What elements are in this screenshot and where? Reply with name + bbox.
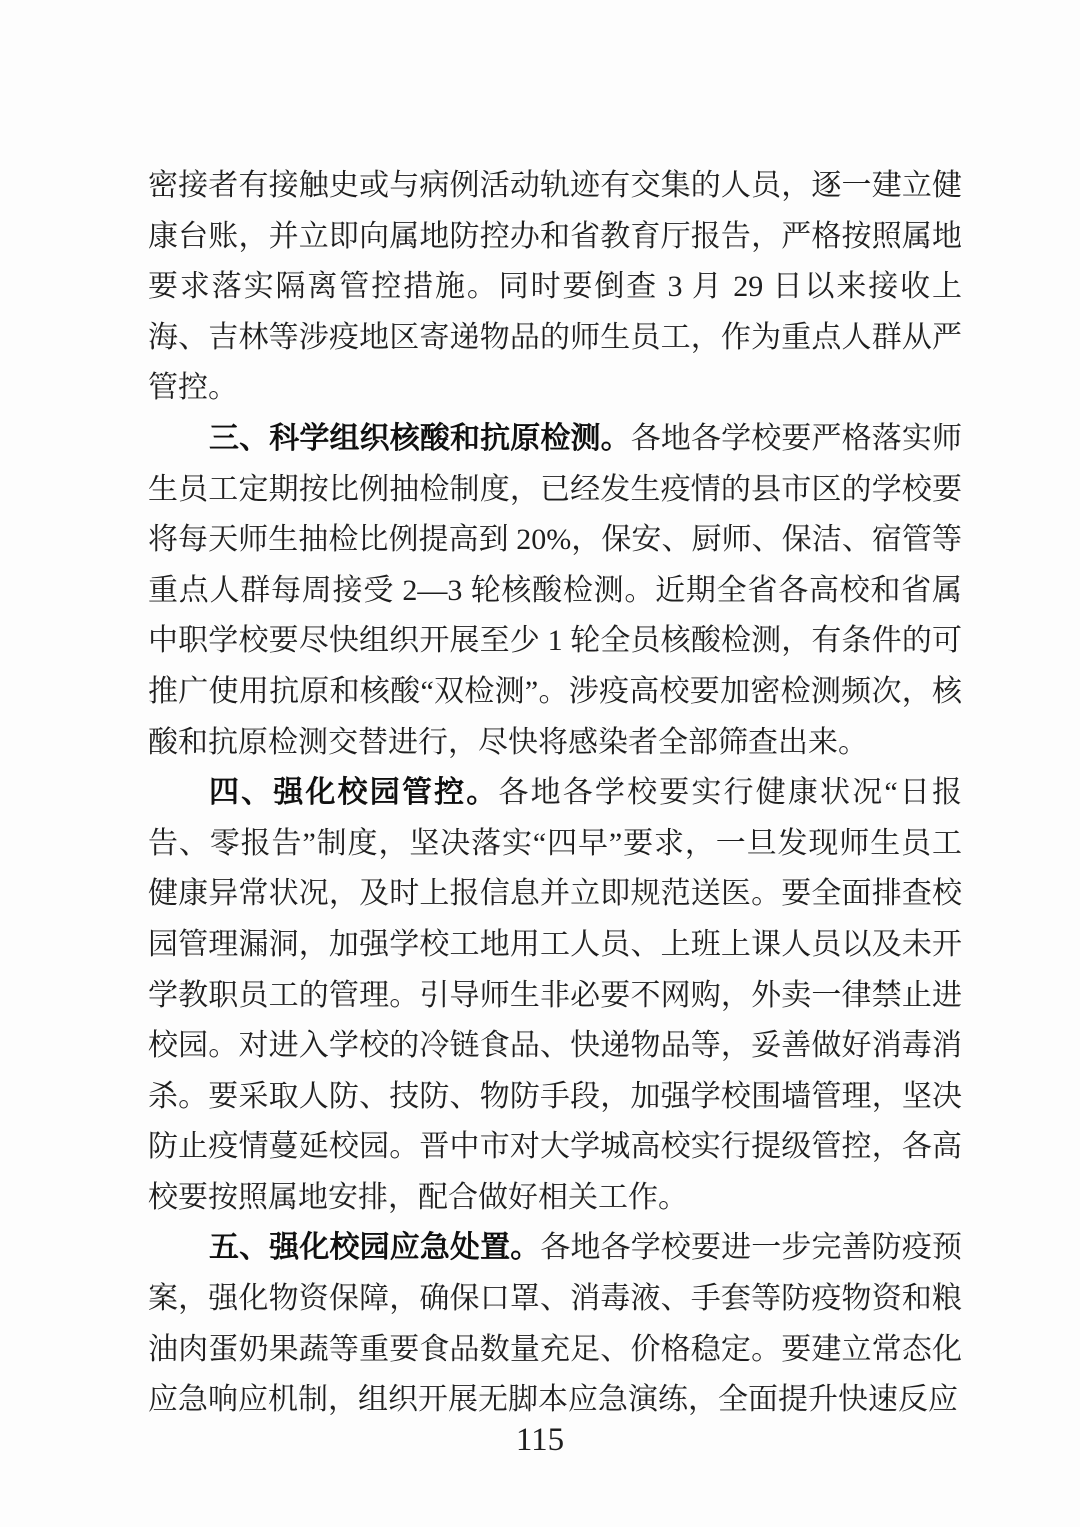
paragraph-body: 各地各学校要实行健康状况“日报告、零报告”制度，坚决落实“四早”要求，一旦发现师生员工健康异常状况，及时上报信息并立即规范送医。要全面排查校园管理漏洞，加强学校工地用工人员、上班上课人员以及未开学教职员工的管理。引导师生非必要不网购，外卖一律禁止进校园。对进入学校的冷链食品、快递物品等，妥善做好消毒消杀。要采取人防、技防、物防手段，加强学校围墙管理，坚决防止疫情蔓延校园。晋中市对大学城高校实行提级管控，各高校要按照属地安排，配合做好相关工作。 (148, 776, 962, 1214)
paragraph-section-3 (148, 414, 962, 768)
section-5-heading: 五、强化校园应急处置。 (209, 1231, 541, 1265)
paragraph-body: 各地各学校要进一步完善防疫预案，强化物资保障，确保口罩、消毒液、手套等防疫物资和粮油肉蛋奶果蔬等重要食品数量充足、价格稳定。要建立常态化应急响应机制，组织开展无脚本应急演练，全面提升快速反应 (148, 1231, 962, 1417)
paragraph-section-4 (148, 768, 962, 1223)
paragraph-body: 密接者有接触史或与病例活动轨迹有交集的人员，逐一建立健康台账，并立即向属地防控办和省教育厅报告，严格按照属地要求落实隔离管控措施。同时要倒查 3 月 29 日以来接收上海、吉林等涉疫地区寄递物品的师生员工，作为重点人群从严管控。 (148, 169, 962, 405)
paragraph-body: 各地各学校要严格落实师生员工定期按比例抽检制度，已经发生疫情的县市区的学校要将每天师生抽检比例提高到 20%，保安、厨师、保洁、宿管等重点人群每周接受 2—3 轮核酸检测。近期全省各高校和省属中职学校要尽快组织开展至少 1 轮全员核酸检测，有条件的可推广使用抗原和核酸“双检测”。涉疫高校要加密检测频次，核酸和抗原检测交替进行，尽快将感染者全部筛查出来。 (148, 421, 962, 759)
paragraph-continuation (148, 161, 962, 414)
paragraph-section-5 (148, 1223, 962, 1425)
section-4-heading: 四、强化校园管控。 (209, 776, 499, 810)
page-number: 115 (515, 1422, 565, 1458)
section-3-heading: 三、科学组织核酸和抗原检测。 (209, 421, 631, 455)
document-text-block (148, 161, 962, 1426)
